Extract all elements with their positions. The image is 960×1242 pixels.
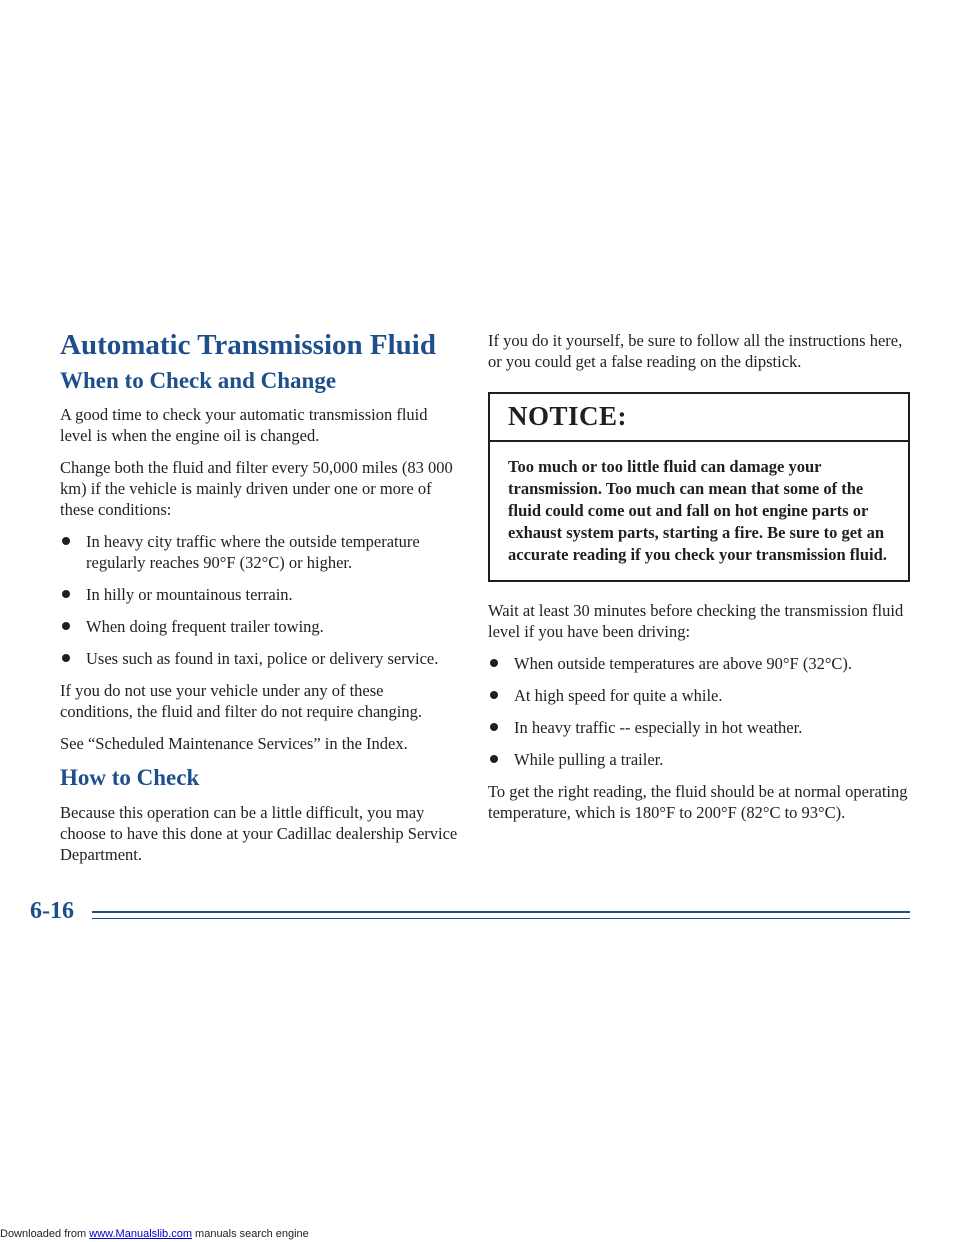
manualslib-link[interactable]: www.Manualslib.com (89, 1228, 192, 1240)
bullet-icon (62, 654, 70, 662)
paragraph: If you do not use your vehicle under any of these conditions, the fluid and filter do not require changing. (60, 681, 422, 722)
driving-conditions-list (488, 653, 908, 770)
bullet-icon (62, 622, 70, 630)
footer-suffix: manuals search engine (191, 1228, 309, 1240)
list-item: When outside temperatures are above 90°F (32°C). (488, 653, 908, 674)
page-title: Automatic Transmission Fluid (60, 329, 436, 361)
paragraph: To get the right reading, the fluid should be at normal operating temperature, which is 180°F to 200°F (82°C to 93°C). (488, 782, 908, 822)
download-footer (0, 1228, 309, 1241)
list-item: While pulling a trailer. (488, 749, 908, 770)
paragraph: Because this operation can be a little difficult, you may choose to have this done at your Cadillac dealership Service Department. (60, 802, 458, 864)
paragraph: Change both the fluid and filter every 50,000 miles (83 000 km) if the vehicle is mainly driven under one or more of these conditions: (60, 458, 453, 520)
bullet-icon (62, 590, 70, 598)
footer-rule-thin (92, 918, 910, 919)
section-heading-how-to-check: How to Check (60, 765, 200, 791)
list-item: When doing frequent trailer towing. (60, 616, 460, 637)
left-column (60, 330, 460, 876)
list-item: In heavy city traffic where the outside temperature regularly reaches 90°F (32°C) or higher. (60, 531, 460, 573)
right-column (488, 330, 908, 834)
notice-title: NOTICE: (490, 394, 908, 442)
bullet-icon (62, 537, 70, 545)
list-item: In heavy traffic -- especially in hot weather. (488, 717, 908, 738)
conditions-list (60, 531, 460, 669)
section-heading-when-to-check: When to Check and Change (60, 367, 337, 393)
bullet-icon (490, 691, 498, 699)
list-item: In hilly or mountainous terrain. (60, 584, 460, 605)
paragraph: If you do it yourself, be sure to follow all the instructions here, or you could get a false reading on the dipstick. (488, 331, 903, 371)
notice-box (488, 392, 910, 582)
bullet-icon (490, 723, 498, 731)
footer-prefix: Downloaded from (0, 1228, 90, 1240)
paragraph: Wait at least 30 minutes before checking the transmission fluid level if you have been driving: (488, 601, 904, 641)
list-item: At high speed for quite a while. (488, 685, 908, 706)
paragraph: A good time to check your automatic transmission fluid level is when the engine oil is changed. (60, 405, 428, 446)
page-number: 6-16 (30, 898, 74, 924)
footer-rule (92, 911, 910, 913)
list-item: Uses such as found in taxi, police or delivery service. (60, 648, 460, 669)
notice-body: Too much or too little fluid can damage your transmission. Too much can mean that some of the fluid could come out and fall on hot engine parts or exhaust system parts, starting a fire. Be sure to get an accurate reading if you check your transmission fluid. (508, 457, 887, 564)
bullet-icon (490, 755, 498, 763)
paragraph: See “Scheduled Maintenance Services” in the Index. (60, 734, 408, 754)
bullet-icon (490, 659, 498, 667)
